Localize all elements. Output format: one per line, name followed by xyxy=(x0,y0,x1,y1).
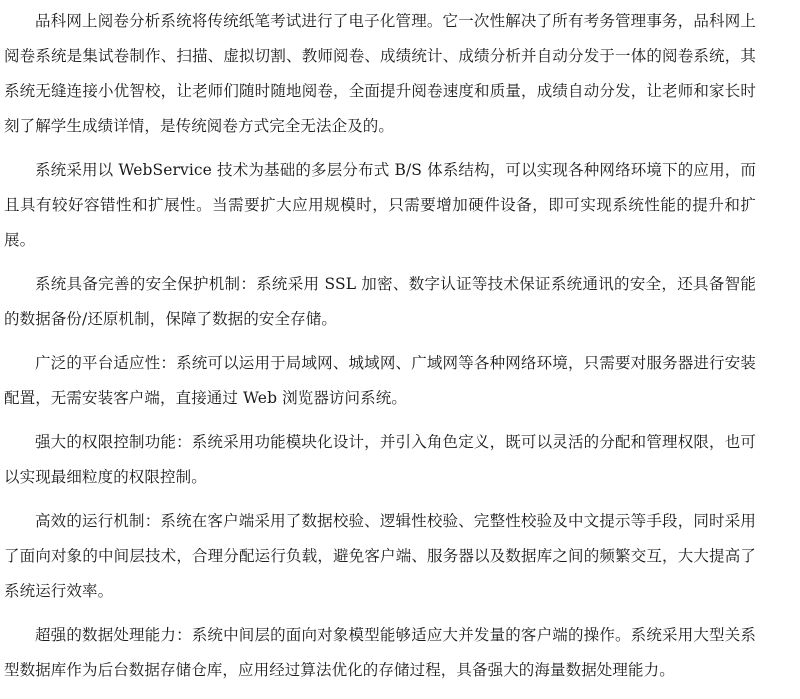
paragraph-data-processing: 超强的数据处理能力：系统中间层的面向对象模型能够适应大并发量的客户端的操作。系统采用大型关系型数据库作为后台数据存储仓库，应用经过算法优化的存储过程，具备强大的海量数据处理能力。 xyxy=(4,626,756,679)
paragraph-runtime: 高效的运行机制：系统在客户端采用了数据校验、逻辑性校验、完整性校验及中文提示等手段，同时采用了面向对象的中间层技术，合理分配运行负载，避免客户端、服务器以及数据库之间的频繁交互，大大提高了系统运行效率。 xyxy=(4,512,756,600)
paragraph-permissions: 强大的权限控制功能：系统采用功能模块化设计，并引入角色定义，既可以灵活的分配和管理权限，也可以实现最细粒度的权限控制。 xyxy=(4,433,756,486)
paragraph-architecture: 系统采用以 WebService 技术为基础的多层分布式 B/S 体系结构，可以实现各种网络环境下的应用，而且具有较好容错性和扩展性。当需要扩大应用规模时，只需要增加硬件设备，即可实现系统性能的提升和扩展。 xyxy=(4,161,756,249)
paragraph-platform: 广泛的平台适应性：系统可以运用于局域网、城域网、广域网等各种网络环境，只需要对服务器进行安装配置，无需安装客户端，直接通过 Web 浏览器访问系统。 xyxy=(4,354,756,407)
paragraph-intro: 品科网上阅卷分析系统将传统纸笔考试进行了电子化管理。它一次性解决了所有考务管理事务，品科网上阅卷系统是集试卷制作、扫描、虚拟切割、教师阅卷、成绩统计、成绩分析并自动分发于一体的阅卷系统，其系统无缝连接小优智校，让老师们随时随地阅卷，全面提升阅卷速度和质量，成绩自动分发，让老师和家长时刻了解学生成绩详情，是传统阅卷方式完全无法企及的。 xyxy=(4,12,756,135)
paragraph-security: 系统具备完善的安全保护机制：系统采用 SSL 加密、数字认证等技术保证系统通讯的安全，还具备智能的数据备份/还原机制，保障了数据的安全存储。 xyxy=(4,275,756,328)
